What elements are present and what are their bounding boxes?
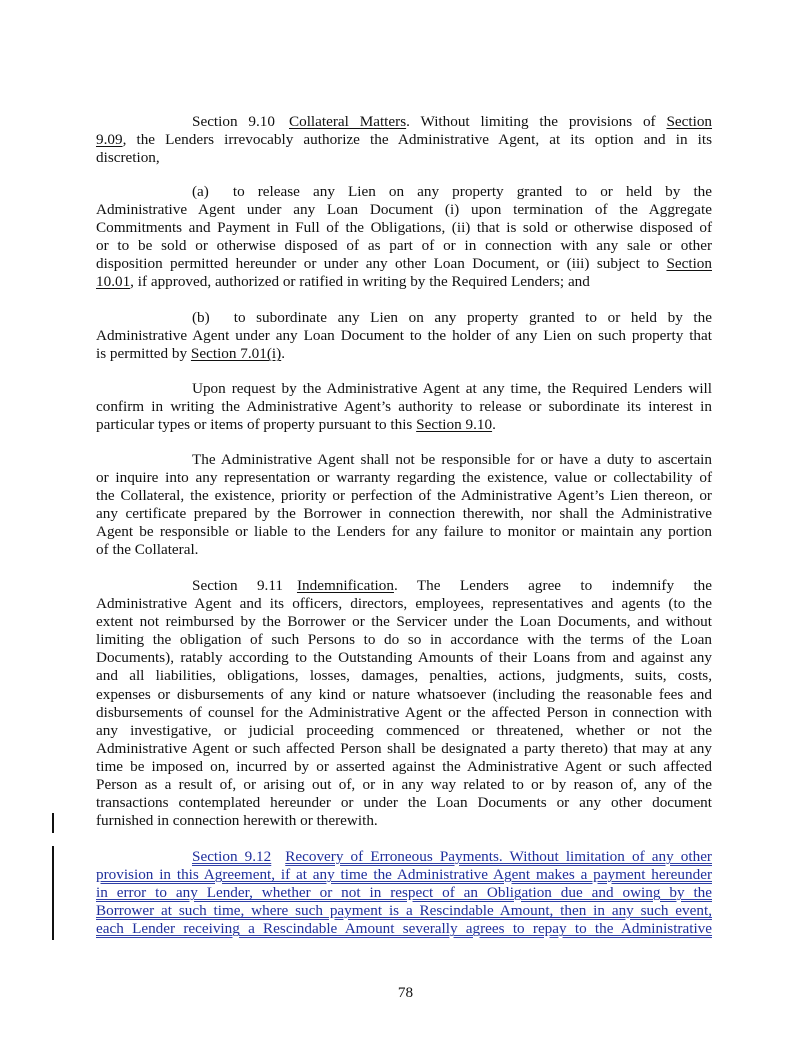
cross-reference-link[interactable]: Section 9.10 xyxy=(416,416,493,434)
change-bar xyxy=(52,813,54,833)
section-label: Section 9.10 xyxy=(192,113,275,130)
cross-reference-link[interactable]: Section xyxy=(666,113,713,130)
clause-marker: (b) xyxy=(192,309,210,326)
inserted-text: provision in this Agreement, if at any time the Administrative Agent makes a payment hereunder xyxy=(96,866,712,884)
request-paragraph: Upon request by the Administrative Agent at any time, the Required Lenders will confirm in writing the Administrative Agent’s authority to release or subordinate its interest in particular types or items of property pursuant to this Section 9.10. xyxy=(96,380,712,434)
cross-reference-link[interactable]: Section xyxy=(666,255,712,273)
section-9-11-paragraph: Section 9.11 Indemnification. The Lenders agree to indemnify the Administrative Agent and its officers, directors, employees, representatives and agents (to the extent not reimbursed by the Borrower or the Servicer under the Loan Documents, and without limiting the obligation of such Persons to do so in accordance with the terms of the Loan Documents), ratably according to the Outstanding Amounts of their Loans from and against any and all liabilities, obligations, losses, damages, penalties, actions, judgments, suits, costs, expenses or disbursements of any kind or nature whatsoever (including the reasonable fees and disbursements of counsel for the Administrative Agent or the affected Person in connection with any investigative, or judicial proceeding commenced or threatened, whether or not the Administrative Agent or such affected Person shall be designated a party thereto) that may at any time be imposed on, incurred by or asserted against the Administrative Agent or such affected Person as a result of, or arising out of, or in any way related to or by reason of, any of the transactions contemplated hereunder or under the Loan Documents or any other document furnished in connection herewith or therewith. xyxy=(96,577,713,830)
cross-reference-link[interactable]: Section 7.01(i) xyxy=(190,345,282,363)
inserted-text: Recovery of Erroneous Payments. Without limitation of any other xyxy=(285,848,712,865)
page-number: 78 xyxy=(397,984,414,1001)
inserted-text: Borrower at such time, where such payment is a Rescindable Amount, then in any such event, xyxy=(96,902,712,920)
section-9-10-paragraph: Section 9.10 Collateral Matters. Without limiting the provisions of Section 9.09, the Lenders irrevocably authorize the Administrative Agent, at its option and in its discretion, xyxy=(96,113,713,167)
section-title: Indemnification xyxy=(296,577,394,594)
section-title: Collateral Matters xyxy=(288,113,407,130)
cross-reference-link[interactable]: 10.01 xyxy=(96,273,131,291)
clause-a-paragraph: (a) to release any Lien on any property granted to or held by the Administrative Agent under any Loan Document (i) upon termination of the Aggregate Commitments and Payment in Full of the Obligations, (ii) that is sold or otherwise disposed of or to be sold or otherwise disposed of as part of or in connection with any sale or other disposition permitted hereunder or under any other Loan Document, or (iii) subject to Section 10.01, if approved, authorized or ratified in writing by the Required Lenders; and xyxy=(96,183,712,291)
section-label: Section 9.12 xyxy=(192,848,272,865)
section-9-12-paragraph xyxy=(96,848,712,938)
responsibility-paragraph: The Administrative Agent shall not be responsible for or have a duty to ascertain or inquire into any representation or warranty regarding the existence, value or collectability of the Collateral, the existence, priority or perfection of the Administrative Agent’s Lien thereon, or any certificate prepared by the Borrower in connection therewith, nor shall the Administrative Agent be responsible or liable to the Lenders for any failure to monitor or maintain any portion of the Collateral. xyxy=(96,451,712,559)
clause-b-paragraph: (b) to subordinate any Lien on any property granted to or held by the Administrative Agent under any Loan Document to the holder of any Lien on such property that is permitted by Section 7.01(i). xyxy=(96,309,712,363)
cross-reference-link[interactable]: 9.09 xyxy=(96,131,123,149)
change-bar xyxy=(52,846,54,940)
inserted-text: in error to any Lender, whether or not in respect of an Obligation due and owing by the xyxy=(96,884,712,902)
inserted-text: each Lender receiving a Rescindable Amount severally agrees to repay to the Administrative xyxy=(96,920,712,938)
section-label: Section 9.11 xyxy=(192,577,283,594)
clause-marker: (a) xyxy=(192,183,209,200)
